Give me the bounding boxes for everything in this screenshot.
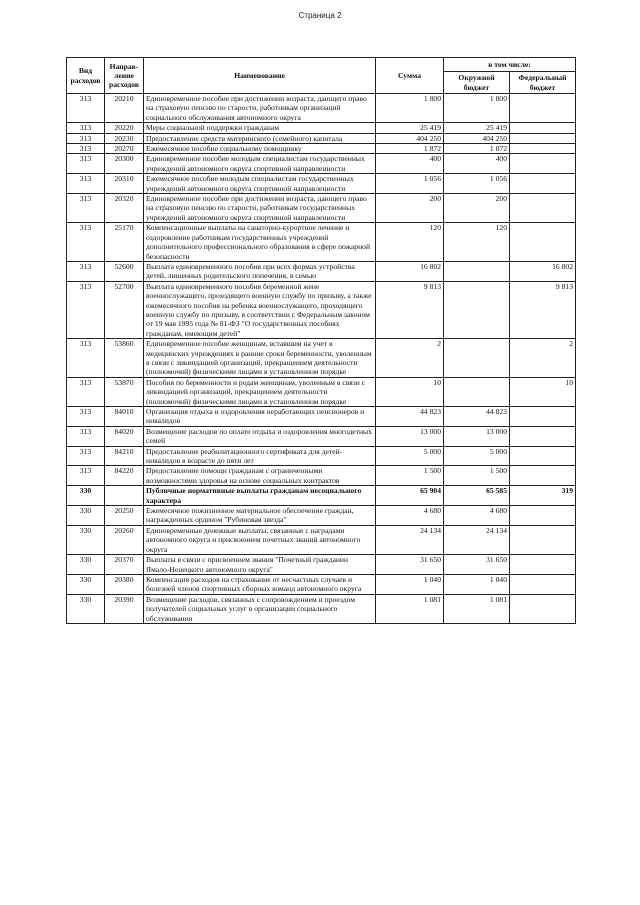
cell-federal-budget — [510, 133, 576, 143]
cell-federal-budget: 10 — [510, 377, 576, 406]
header-direction — [105, 58, 144, 94]
table-row — [67, 223, 576, 262]
table-row — [67, 426, 576, 446]
cell-sum: 2 — [376, 339, 444, 378]
cell-direction-code: 52700 — [105, 281, 144, 338]
header-name: Наименование — [144, 58, 376, 94]
cell-district-budget: 1 500 — [444, 466, 510, 486]
cell-direction-code: 84220 — [105, 466, 144, 486]
cell-federal-budget — [510, 555, 576, 575]
cell-direction-code: 52600 — [105, 261, 144, 281]
table-row — [67, 133, 576, 143]
cell-district-budget — [444, 377, 510, 406]
header-direction-line1: Направ- — [109, 61, 139, 71]
cell-district-budget — [444, 261, 510, 281]
cell-direction-code: 20370 — [105, 555, 144, 575]
cell-direction-code: 20210 — [105, 94, 144, 123]
table-row — [67, 261, 576, 281]
cell-sum: 400 — [376, 154, 444, 174]
cell-expense-type: 330 — [67, 506, 105, 526]
cell-direction-code — [105, 486, 144, 506]
cell-name: Ежемесячное пособие социальному помощнику — [144, 144, 376, 154]
cell-federal-budget: 16 802 — [510, 261, 576, 281]
cell-district-budget: 404 250 — [444, 133, 510, 143]
cell-expense-type: 313 — [67, 281, 105, 338]
cell-district-budget — [444, 281, 510, 338]
cell-name: Возмещение расходов, связанных с сопровождением и проездом получателей социальных услуг в организации социального обслуживания — [144, 594, 376, 623]
cell-direction-code: 20300 — [105, 154, 144, 174]
header-sum: Сумма — [376, 58, 444, 94]
cell-district-budget: 1 056 — [444, 174, 510, 194]
table-row — [67, 525, 576, 554]
cell-federal-budget: 9 813 — [510, 281, 576, 338]
cell-federal-budget — [510, 223, 576, 262]
cell-expense-type: 313 — [67, 261, 105, 281]
cell-district-budget: 31 650 — [444, 555, 510, 575]
cell-sum: 120 — [376, 223, 444, 262]
cell-direction-code: 20220 — [105, 123, 144, 133]
cell-federal-budget — [510, 194, 576, 223]
table-row — [67, 574, 576, 594]
cell-direction-code: 20270 — [105, 144, 144, 154]
table-row — [67, 594, 576, 623]
cell-sum: 25 419 — [376, 123, 444, 133]
cell-expense-type: 313 — [67, 133, 105, 143]
cell-name: Единовременное пособие при достижении возраста, дающего право на страховую пенсию по старости, работникам организаций социального обслуживания автономного округа — [144, 94, 376, 123]
cell-sum: 404 250 — [376, 133, 444, 143]
cell-district-budget: 200 — [444, 194, 510, 223]
cell-direction-code: 20380 — [105, 574, 144, 594]
cell-sum: 10 — [376, 377, 444, 406]
cell-federal-budget: 2 — [510, 339, 576, 378]
table-row — [67, 194, 576, 223]
cell-district-budget: 1 872 — [444, 144, 510, 154]
cell-direction-code: 53860 — [105, 339, 144, 378]
header-including-group: в том числе: — [444, 58, 576, 72]
cell-name: Предоставление средств материнского (семейного) капитала — [144, 133, 376, 143]
cell-expense-type: 313 — [67, 446, 105, 466]
cell-name: Предоставление помощи гражданам с ограниченными возможностями здоровья на основе социальных контрактов — [144, 466, 376, 486]
cell-federal-budget — [510, 525, 576, 554]
cell-sum: 1 872 — [376, 144, 444, 154]
table-row — [67, 94, 576, 123]
cell-name: Компенсационные выплаты на санаторно-курортное лечение и оздоровление работникам государственных учреждений дополнительного профессионального образования в сфере пожарной безопасности — [144, 223, 376, 262]
cell-name: Ежемесячное пособие молодым специалистам государственных учреждений автономного округа спортивной направленности — [144, 174, 376, 194]
cell-federal-budget — [510, 123, 576, 133]
cell-district-budget: 24 134 — [444, 525, 510, 554]
cell-direction-code: 20320 — [105, 194, 144, 223]
cell-expense-type: 313 — [67, 94, 105, 123]
header-expense-type — [67, 58, 105, 94]
cell-sum: 65 904 — [376, 486, 444, 506]
cell-expense-type: 313 — [67, 144, 105, 154]
cell-federal-budget — [510, 94, 576, 123]
cell-name: Единовременное пособие молодым специалистам государственных учреждений автономного округа спортивной направленности — [144, 154, 376, 174]
table-row — [67, 446, 576, 466]
header-district-line2: бюджет — [463, 82, 490, 92]
cell-direction-code: 20260 — [105, 525, 144, 554]
cell-district-budget: 4 680 — [444, 506, 510, 526]
cell-federal-budget — [510, 446, 576, 466]
cell-direction-code: 20250 — [105, 506, 144, 526]
cell-expense-type: 313 — [67, 466, 105, 486]
table-body — [67, 94, 576, 624]
table-row — [67, 174, 576, 194]
cell-expense-type: 313 — [67, 426, 105, 446]
cell-sum: 44 823 — [376, 407, 444, 427]
cell-name: Ежемесячное пожизненное материальное обеспечение граждан, награжденных орденом "Рубиновая звезда" — [144, 506, 376, 526]
header-expense-type-line2: расходов — [70, 75, 101, 85]
cell-district-budget: 44 823 — [444, 407, 510, 427]
cell-federal-budget — [510, 574, 576, 594]
cell-federal-budget — [510, 174, 576, 194]
cell-direction-code: 20310 — [105, 174, 144, 194]
cell-expense-type: 313 — [67, 123, 105, 133]
table-row — [67, 466, 576, 486]
header-federal-line2: бюджет — [529, 82, 556, 92]
cell-sum: 4 680 — [376, 506, 444, 526]
cell-expense-type: 330 — [67, 574, 105, 594]
cell-expense-type: 313 — [67, 223, 105, 262]
cell-expense-type: 313 — [67, 407, 105, 427]
table-row — [67, 506, 576, 526]
cell-expense-type: 330 — [67, 525, 105, 554]
cell-district-budget — [444, 339, 510, 378]
cell-direction-code: 25170 — [105, 223, 144, 262]
table-row — [67, 377, 576, 406]
cell-expense-type: 330 — [67, 555, 105, 575]
cell-direction-code: 20390 — [105, 594, 144, 623]
cell-sum: 1 056 — [376, 174, 444, 194]
cell-district-budget: 13 000 — [444, 426, 510, 446]
cell-name: Публичные нормативные выплаты гражданам несоциального характера — [144, 486, 376, 506]
header-federal-budget — [510, 72, 576, 94]
cell-name: Организация отдыха и оздоровления неработающих пенсионеров и инвалидов — [144, 407, 376, 427]
cell-name: Выплата единовременного пособия при всех формах устройства детей, лишенных родительского попечения, в семью — [144, 261, 376, 281]
cell-sum: 9 813 — [376, 281, 444, 338]
cell-federal-budget — [510, 594, 576, 623]
header-district-line1: Окружной — [458, 73, 495, 83]
cell-expense-type: 313 — [67, 377, 105, 406]
cell-name: Предоставление реабилитационного сертификата для детей-инвалидов в возрасте до пяти лет — [144, 446, 376, 466]
cell-district-budget: 65 585 — [444, 486, 510, 506]
cell-sum: 1 500 — [376, 466, 444, 486]
cell-name: Пособия по беременности и родам женщинам, уволенным в связи с ликвидацией организаций, прекращением деятельности (полномочий) физическими лицами в установленном порядке — [144, 377, 376, 406]
cell-sum: 1 800 — [376, 94, 444, 123]
table-row — [67, 281, 576, 338]
header-federal-line1: Федеральный — [518, 73, 567, 83]
cell-sum: 1 081 — [376, 594, 444, 623]
cell-federal-budget — [510, 506, 576, 526]
table-row — [67, 123, 576, 133]
cell-district-budget: 5 000 — [444, 446, 510, 466]
cell-expense-type: 330 — [67, 486, 105, 506]
cell-expense-type: 330 — [67, 594, 105, 623]
table-row — [67, 555, 576, 575]
cell-district-budget: 1 040 — [444, 574, 510, 594]
cell-federal-budget — [510, 154, 576, 174]
cell-district-budget: 1 081 — [444, 594, 510, 623]
cell-name: Единовременное пособие при достижении возраста, дающего право на страховую пенсию по старости, работникам государственных учреждений автономного округа спортивной направленности — [144, 194, 376, 223]
cell-name: Единовременное пособие женщинам, вставшим на учет в медицинских учреждениях в ранние сроки беременности, уволенным в связи с ликвидацией организаций, прекращением деятельности (полномочий) физическими лицами в установленном порядке — [144, 339, 376, 378]
cell-name: Меры социальной поддержки гражданам — [144, 123, 376, 133]
page-header: Страница 2 — [298, 11, 342, 20]
cell-federal-budget — [510, 466, 576, 486]
cell-name: Выплата единовременного пособия беременной жене военнослужащего, проходящего военную службу по призыву, а также ежемесячного пособия на ребенка военнослужащего, проходящего военную службу по призыву, в соответствии с Федеральным законом от 19 мая 1995 года № 81-ФЗ "О государственных пособиях гражданам, имеющим детей" — [144, 281, 376, 338]
cell-direction-code: 84020 — [105, 426, 144, 446]
cell-direction-code: 84010 — [105, 407, 144, 427]
cell-federal-budget — [510, 407, 576, 427]
cell-sum: 16 802 — [376, 261, 444, 281]
cell-name: Выплаты в связи с присвоением звания "Почетный гражданин Ямало-Ненецкого автономного округа" — [144, 555, 376, 575]
cell-district-budget: 120 — [444, 223, 510, 262]
cell-direction-code: 20230 — [105, 133, 144, 143]
header-direction-line3: расходов — [109, 80, 139, 90]
table-row — [67, 154, 576, 174]
cell-sum: 24 134 — [376, 525, 444, 554]
cell-expense-type: 313 — [67, 339, 105, 378]
cell-sum: 13 000 — [376, 426, 444, 446]
cell-direction-code: 53870 — [105, 377, 144, 406]
cell-expense-type: 313 — [67, 174, 105, 194]
cell-name: Компенсация расходов на страхование от несчастных случаев и болезней членов спортивных сборных команд автономного округа — [144, 574, 376, 594]
cell-federal-budget: 319 — [510, 486, 576, 506]
cell-federal-budget — [510, 144, 576, 154]
cell-expense-type: 313 — [67, 194, 105, 223]
header-direction-line2: ление — [114, 70, 134, 80]
table-row — [67, 407, 576, 427]
cell-sum: 200 — [376, 194, 444, 223]
cell-direction-code: 84210 — [105, 446, 144, 466]
budget-table — [66, 57, 576, 624]
table-row — [67, 486, 576, 506]
cell-district-budget: 25 419 — [444, 123, 510, 133]
cell-sum: 5 000 — [376, 446, 444, 466]
cell-name: Возмещение расходов по оплате отдыха и оздоровления многодетных семей — [144, 426, 376, 446]
table-row — [67, 339, 576, 378]
cell-sum: 31 650 — [376, 555, 444, 575]
cell-federal-budget — [510, 426, 576, 446]
cell-name: Единовременные денежные выплаты, связанные с наградами автономного округа и присвоением почетных званий автономного округа — [144, 525, 376, 554]
cell-district-budget: 400 — [444, 154, 510, 174]
table-row — [67, 144, 576, 154]
header-expense-type-line1: Вид — [78, 66, 93, 76]
cell-district-budget: 1 800 — [444, 94, 510, 123]
cell-sum: 1 040 — [376, 574, 444, 594]
cell-expense-type: 313 — [67, 154, 105, 174]
header-district-budget — [444, 72, 510, 94]
